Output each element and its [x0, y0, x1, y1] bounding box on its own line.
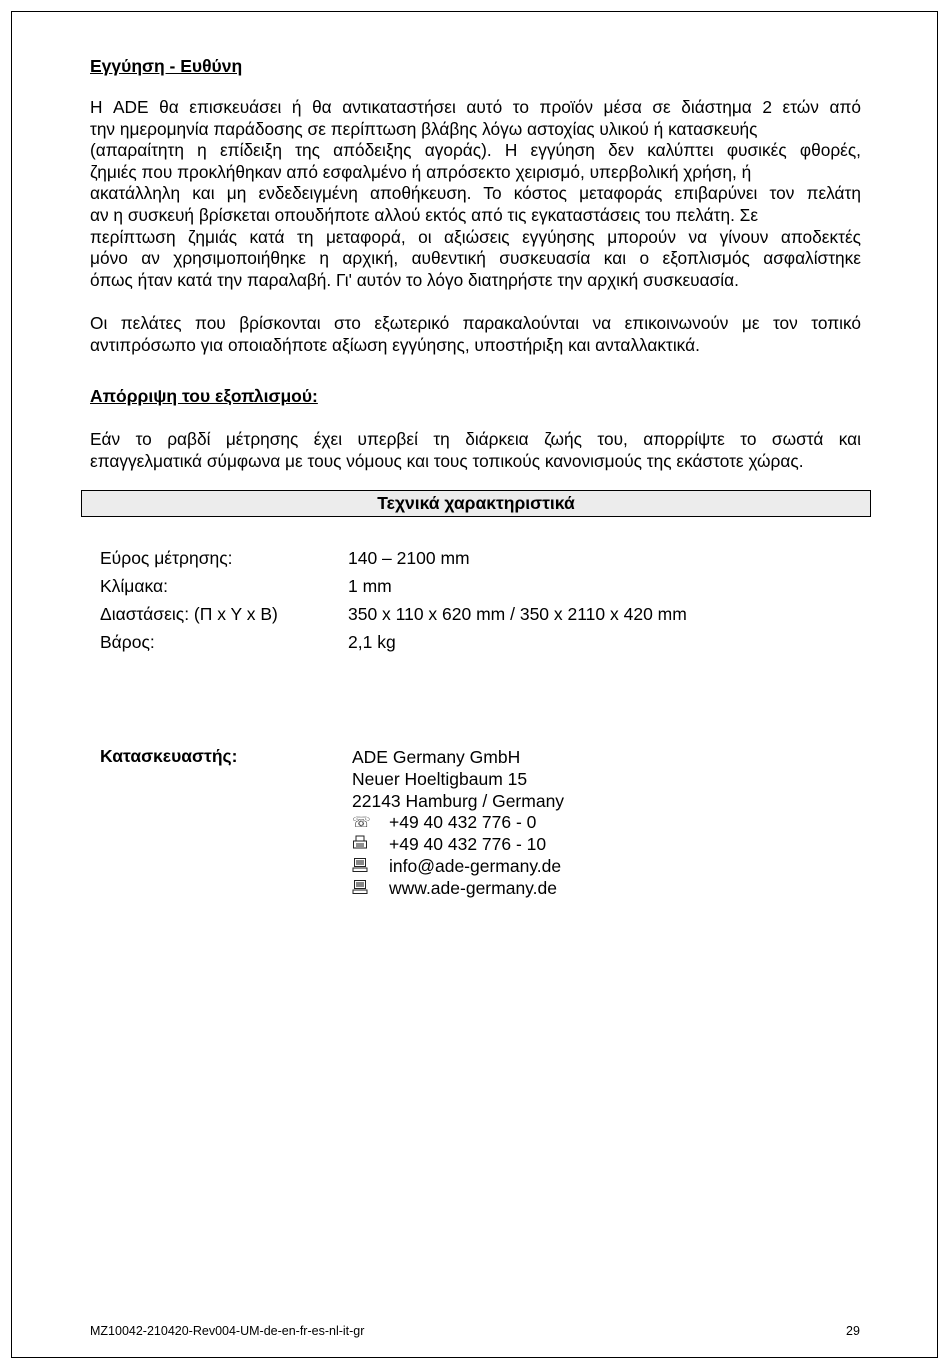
warranty-line: ακατάλληλη και μη ενδεδειγμένη αποθήκευση. Το κόστος μεταφοράς επιβαρύνει τον πελάτη: [90, 183, 861, 204]
warranty-line: όπως ήταν κατά την παραλαβή. Γι' αυτόν το λόγο διατηρήστε την αρχική συσκευασία.: [90, 269, 739, 290]
warranty-paragraph: [90, 97, 861, 291]
spec-label: Εύρος μέτρησης:: [100, 548, 233, 568]
warranty-line: αν η συσκευή βρίσκεται οπουδήποτε αλλού εκτός από τις εγκαταστάσεις του πελάτη. Σε: [90, 204, 759, 225]
spec-label: Κλίμακα:: [100, 576, 169, 596]
fax-icon-svg: [352, 835, 368, 851]
spec-value: 2,1 kg: [348, 632, 396, 652]
computer-icon: [352, 879, 372, 897]
spec-value: 140 – 2100 mm: [348, 548, 470, 568]
spec-row-dimensions: [100, 604, 860, 628]
warranty-abroad-paragraph: [90, 313, 861, 356]
computer-icon: [352, 857, 372, 875]
fax-number: +49 40 432 776 - 10: [389, 834, 547, 854]
manufacturer-company: ADE Germany GmbH: [352, 747, 521, 767]
fax-icon: [352, 835, 372, 853]
disposal-line: επαγγελματικά σύμφωνα με τους νόμους και τους τοπικούς κανονισμούς της εκάστοτε χώρας.: [90, 450, 804, 471]
warranty-line: Η ADE θα επισκευάσει ή θα αντικαταστήσει αυτό το προϊόν μέσα σε διάστημα 2 ετών από: [90, 97, 861, 117]
spec-value: 350 x 110 x 620 mm / 350 x 2110 x 420 mm: [348, 604, 687, 624]
manufacturer-street: Neuer Hoeltigbaum 15: [352, 769, 528, 789]
specs-title-bar: Τεχνικά χαρακτηριστικά: [81, 490, 871, 517]
disposal-line: Εάν το ραβδί μέτρησης έχει υπερβεί τη διάρκεια ζωής του, απορρίψτε το σωστά και: [90, 429, 861, 449]
warranty-heading: Εγγύηση - Ευθύνη: [90, 56, 243, 76]
spec-row-scale: [100, 576, 860, 600]
warranty-line: την ημερομηνία παράδοσης σε περίπτωση βλάβης λόγω αστοχίας υλικού ή κατασκευής: [90, 118, 758, 139]
spec-value: 1 mm: [348, 576, 392, 596]
spec-label: Βάρος:: [100, 632, 155, 652]
spec-row-range: [100, 548, 860, 572]
footer-page-number: 29: [846, 1324, 860, 1338]
warranty-line: (απαραίτητη η επίδειξη της απόδειξης αγοράς). Η εγγύηση δεν καλύπτει φυσικές φθορές,: [90, 140, 861, 161]
manufacturer-city: 22143 Hamburg / Germany: [352, 791, 565, 811]
phone-number: +49 40 432 776 - 0: [389, 812, 537, 832]
email-address: info@ade-germany.de: [389, 856, 562, 876]
warranty-line: ζημιές που προκλήθηκαν από εσφαλμένο ή απρόσεκτο χειρισμό, υπερβολική χρήση, ή: [90, 161, 752, 182]
website-url: www.ade-germany.de: [389, 878, 557, 898]
manufacturer-label: Κατασκευαστής:: [100, 746, 238, 766]
warranty-abroad-line: Οι πελάτες που βρίσκονται στο εξωτερικό παρακαλούνται να επικοινωνούν με τον τοπικό: [90, 313, 861, 333]
warranty-line: περίπτωση ζημιάς κατά τη μεταφορά, οι αξιώσεις εγγύησης μπορούν να γίνουν αποδεκτές: [90, 226, 861, 247]
disposal-heading: Απόρριψη του εξοπλισμού:: [90, 386, 318, 406]
spec-label: Διαστάσεις: (Π x Y x B): [100, 604, 278, 624]
computer-icon-svg: [352, 879, 368, 895]
warranty-abroad-line: αντιπρόσωπο για οποιαδήποτε αξίωση εγγύησης, υποστήριξη και ανταλλακτικά.: [90, 334, 700, 355]
footer-document-id: MZ10042-210420-Rev004-UM-de-en-fr-es-nl-it-gr: [90, 1324, 365, 1338]
computer-icon-svg: [352, 857, 368, 873]
disposal-paragraph: [90, 429, 861, 472]
spec-row-weight: [100, 632, 860, 656]
phone-icon: ☏: [352, 813, 371, 831]
warranty-line: μόνο αν χρησιμοποιήθηκε η αρχική, αυθεντική συσκευασία και ο εξοπλισμός ασφαλίστηκε: [90, 248, 861, 269]
